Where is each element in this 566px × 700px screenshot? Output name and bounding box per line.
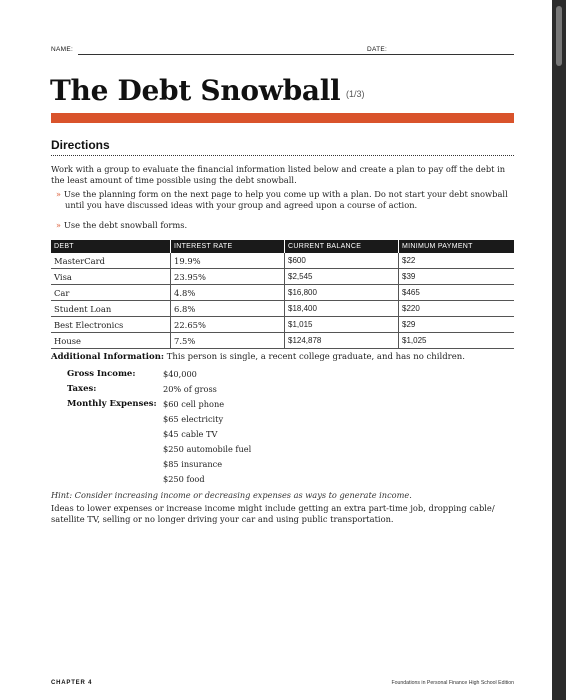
col-interest-rate: INTEREST RATE [171, 240, 285, 253]
directions-bullet-2: » Use the debt snowball forms. [56, 220, 188, 230]
table-row: MasterCard 19.9% $600 $22 [51, 253, 514, 269]
table-row: Student Loan 6.8% $18,400 $220 [51, 301, 514, 317]
gross-income-label: Gross Income: [67, 369, 136, 379]
book-title: Foundations in Personal Finance High School Edition [391, 680, 514, 686]
expense-item: $65 electricity [163, 414, 224, 424]
taxes-label: Taxes: [67, 384, 97, 394]
chapter-label: CHAPTER 4 [51, 680, 93, 686]
table-header-row [51, 240, 514, 253]
table-row: House 7.5% $124,878 $1,025 [51, 333, 514, 349]
directions-heading: Directions [51, 138, 110, 152]
debt-table [51, 240, 514, 349]
bullet-icon: » [56, 221, 61, 230]
expense-item: $60 cell phone [163, 399, 225, 409]
additional-info: Additional Information: This person is single, a recent college graduate, and has no children. [51, 352, 465, 362]
taxes-value: 20% of gross [163, 384, 217, 394]
table-row: Car 4.8% $16,800 $465 [51, 285, 514, 301]
directions-intro: Work with a group to evaluate the financial information listed below and create a plan to pay off the debt in the least amount of time possible using the debt snowball. [51, 164, 506, 185]
bullet-icon: » [56, 190, 61, 199]
expense-item: $250 food [163, 474, 205, 484]
scrollbar-thumb[interactable] [556, 6, 562, 66]
col-current-balance: CURRENT BALANCE [285, 240, 399, 253]
name-label: NAME: [51, 46, 74, 53]
table-row: Best Electronics 22.65% $1,015 $29 [51, 317, 514, 333]
ideas-text: Ideas to lower expenses or increase income might include getting an extra part-time job, dropping cable/ satellite TV, selling or no longer driving your car and using public transportation. [51, 503, 495, 524]
dotted-divider [51, 155, 514, 156]
expense-item: $85 insurance [163, 459, 223, 469]
page-indicator: (1/3) [346, 89, 365, 99]
directions-bullet-1: » Use the planning form on the next page to help you come up with a plan. Do not start your debt snowball until you have discussed ideas with your group and agreed upon a course of action. [56, 189, 508, 210]
name-line [78, 54, 400, 55]
col-minimum-payment: MINIMUM PAYMENT [399, 240, 515, 253]
hint-text: Hint: Consider increasing income or decreasing expenses as ways to generate income. [51, 490, 412, 500]
name-date-row [51, 46, 514, 58]
page-title: The Debt Snowball [50, 74, 341, 107]
table-row: Visa 23.95% $2,545 $39 [51, 269, 514, 285]
accent-bar [51, 113, 514, 123]
scrollbar[interactable] [552, 0, 566, 700]
date-label: DATE: [367, 46, 388, 53]
date-line [389, 54, 514, 55]
expense-item: $45 cable TV [163, 429, 218, 439]
col-debt: DEBT [51, 240, 171, 253]
expenses-label: Monthly Expenses: [67, 399, 157, 409]
expense-item: $250 automobile fuel [163, 444, 252, 454]
gross-income-value: $40,000 [163, 369, 197, 379]
